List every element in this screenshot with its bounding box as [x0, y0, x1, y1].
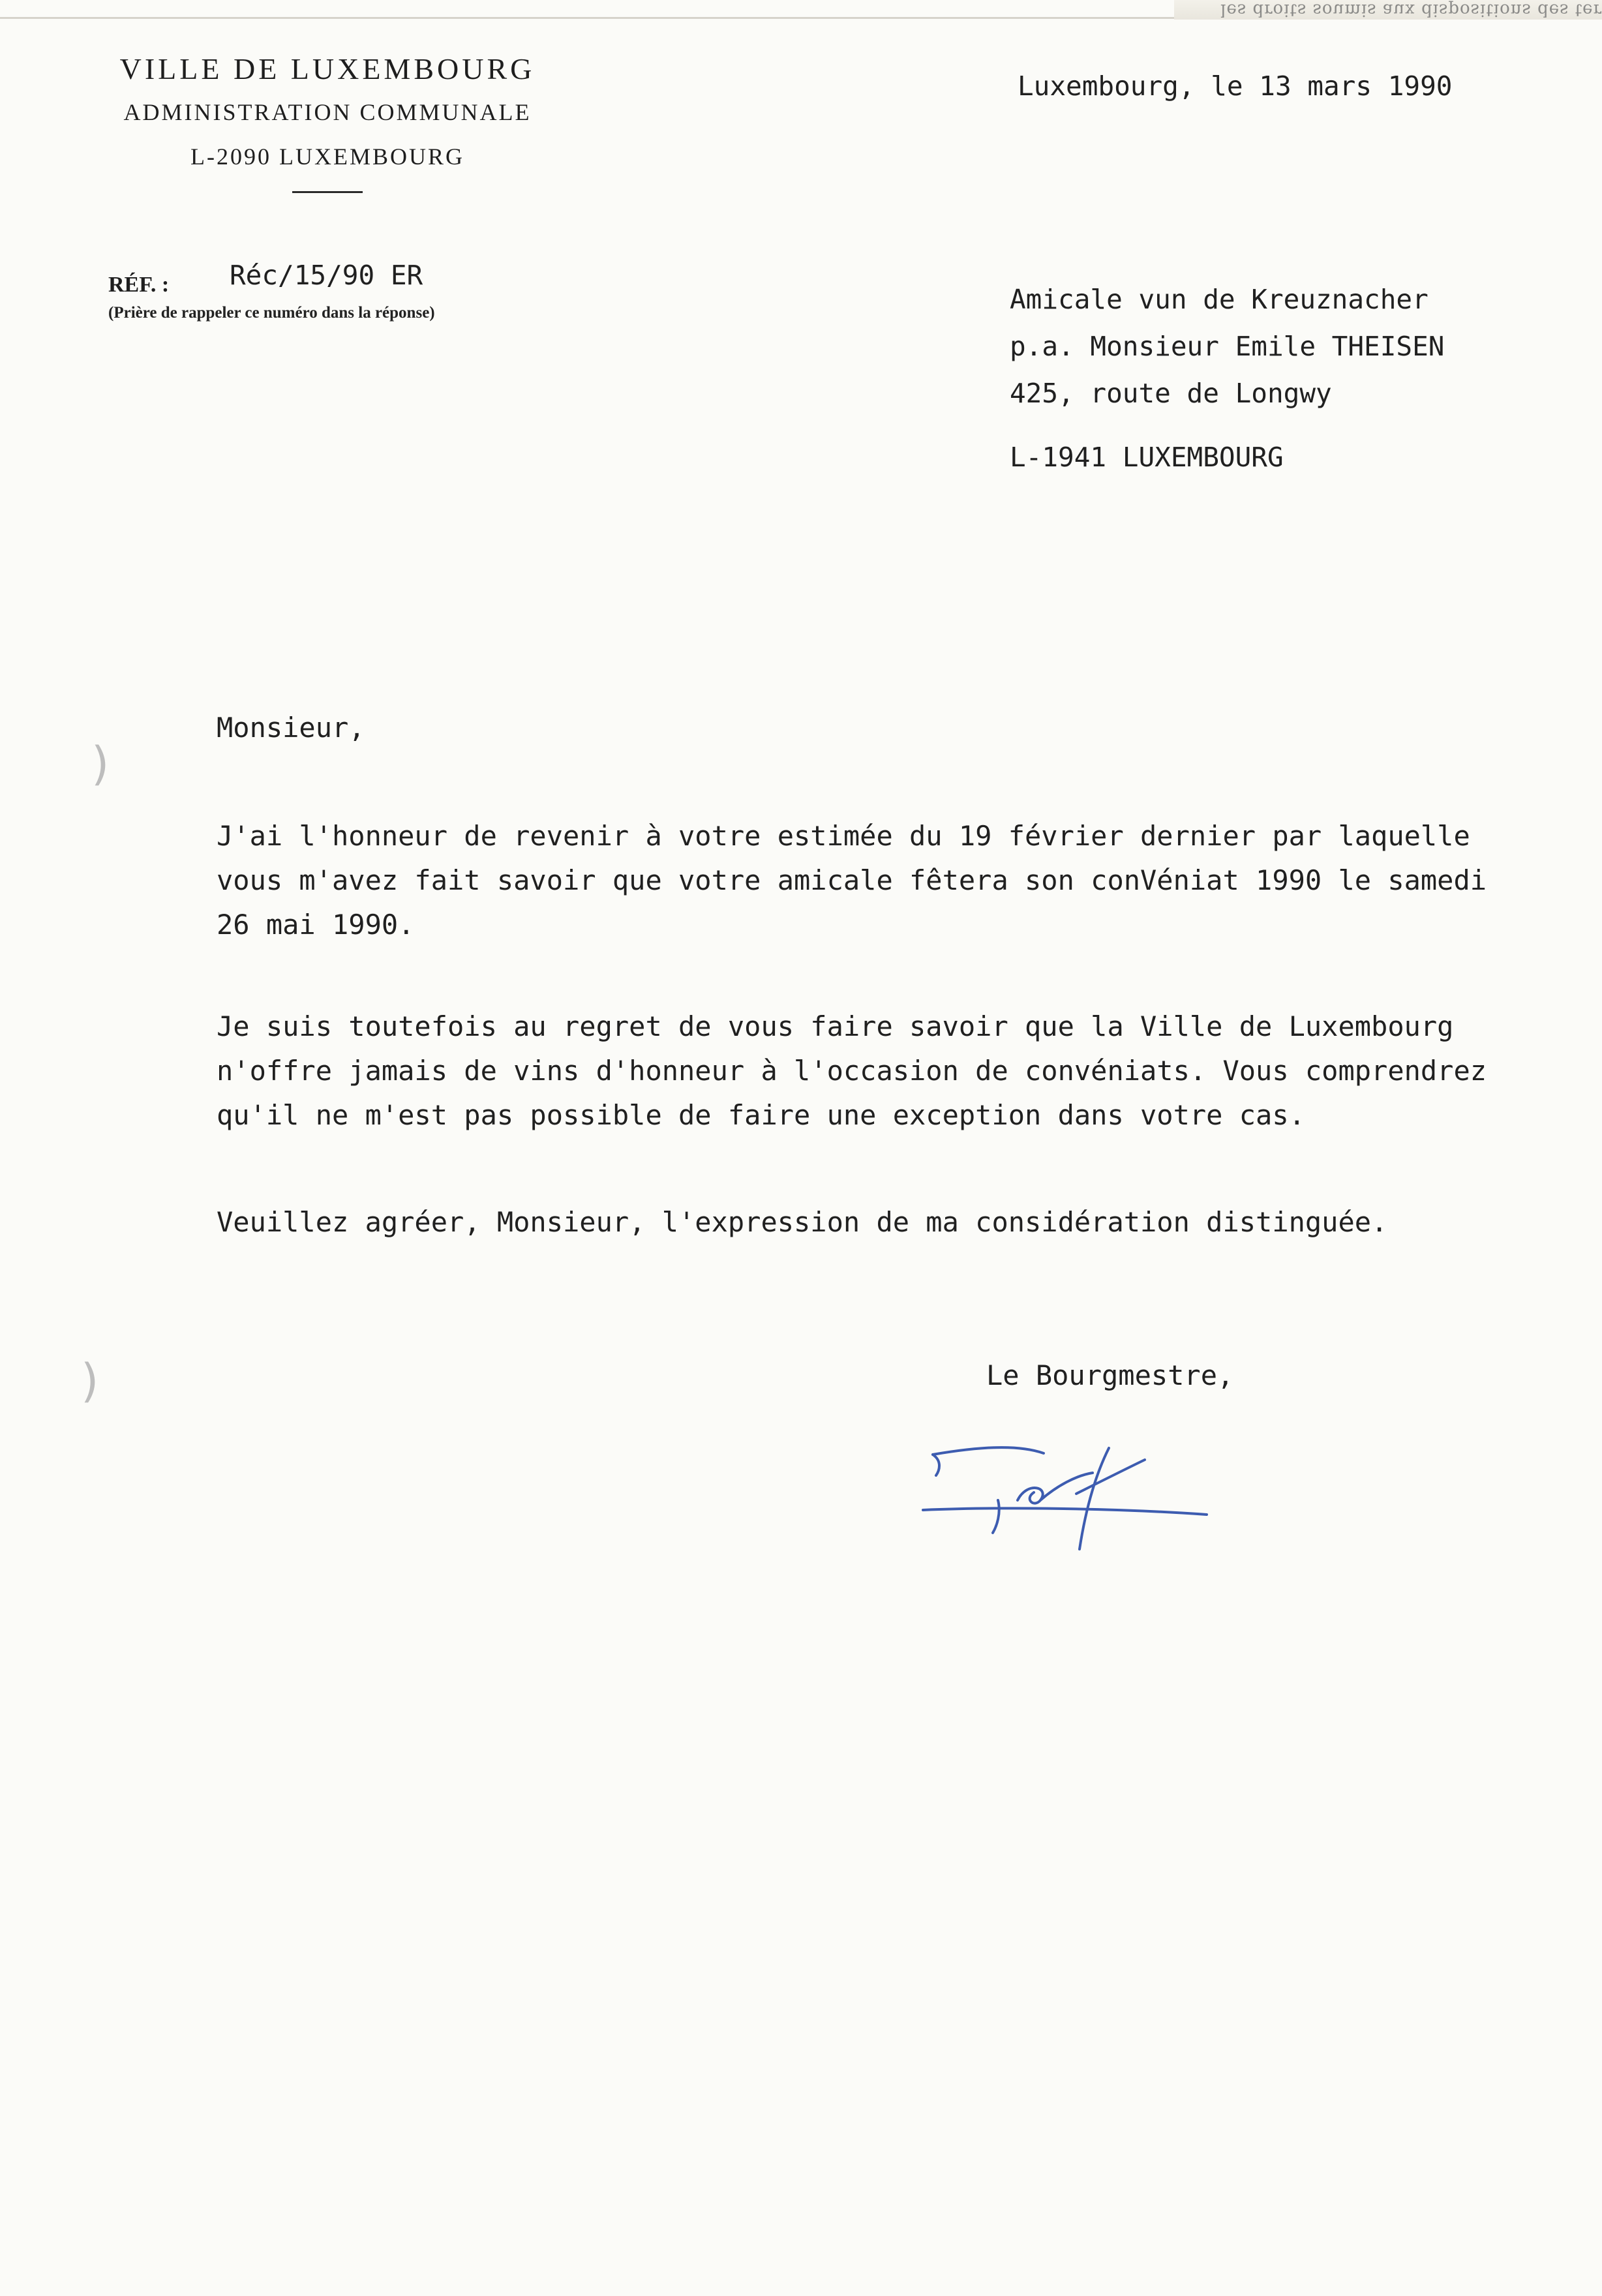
reference-label: RÉF. : — [108, 273, 170, 297]
paragraph-line: 26 mai 1990. — [217, 909, 415, 941]
handwritten-signature — [920, 1435, 1220, 1565]
salutation: Monsieur, — [217, 712, 365, 744]
signatory-title: Le Bourgmestre, — [986, 1359, 1234, 1391]
paragraph-1 — [217, 814, 1489, 947]
reference-note: (Prière de rappeler ce numéro dans la réponse) — [108, 304, 435, 322]
recipient-line: Amicale vun de Kreuznacher — [1010, 284, 1428, 315]
recipient-address — [1010, 276, 1444, 481]
letterhead-city: VILLE DE LUXEMBOURG — [119, 52, 536, 85]
letterhead-postal: L-2090 LUXEMBOURG — [190, 144, 464, 170]
letterhead — [112, 49, 543, 193]
closing-formula: Veuillez agréer, Monsieur, l'expression de ma considération distinguée. — [217, 1206, 1388, 1238]
paragraph-line: J'ai l'honneur de revenir à votre estimée du 19 février dernier par laquelle — [217, 820, 1470, 852]
mirrored-header-strip: les droits soumis aux dispositions des ter — [1174, 0, 1602, 20]
recipient-gap — [1010, 417, 1444, 434]
recipient-line: 425, route de Longwy — [1010, 378, 1332, 409]
letterhead-administration: ADMINISTRATION COMMUNALE — [123, 99, 532, 125]
letter-date: Luxembourg, le 13 mars 1990 — [1018, 70, 1453, 102]
paragraph-line: n'offre jamais de vins d'honneur à l'occasion de convéniats. Vous comprendrez — [217, 1055, 1487, 1087]
reference-value: Réc/15/90 ER — [230, 260, 423, 291]
recipient-line: L-1941 LUXEMBOURG — [1010, 442, 1284, 473]
paragraph-line: qu'il ne m'est pas possible de faire une exception dans votre cas. — [217, 1099, 1305, 1131]
paragraph-line: vous m'avez fait savoir que votre amicale fêtera son conVéniat 1990 le samedi — [217, 864, 1487, 896]
letterhead-rule — [292, 191, 363, 193]
paragraph-line: Je suis toutefois au regret de vous faire savoir que la Ville de Luxembourg — [217, 1010, 1454, 1042]
punch-hole-mark: ) — [91, 737, 110, 791]
signature-strokes — [923, 1447, 1207, 1549]
recipient-line: p.a. Monsieur Emile THEISEN — [1010, 331, 1445, 362]
punch-hole-mark: ) — [81, 1354, 99, 1408]
paragraph-2 — [217, 1004, 1489, 1138]
